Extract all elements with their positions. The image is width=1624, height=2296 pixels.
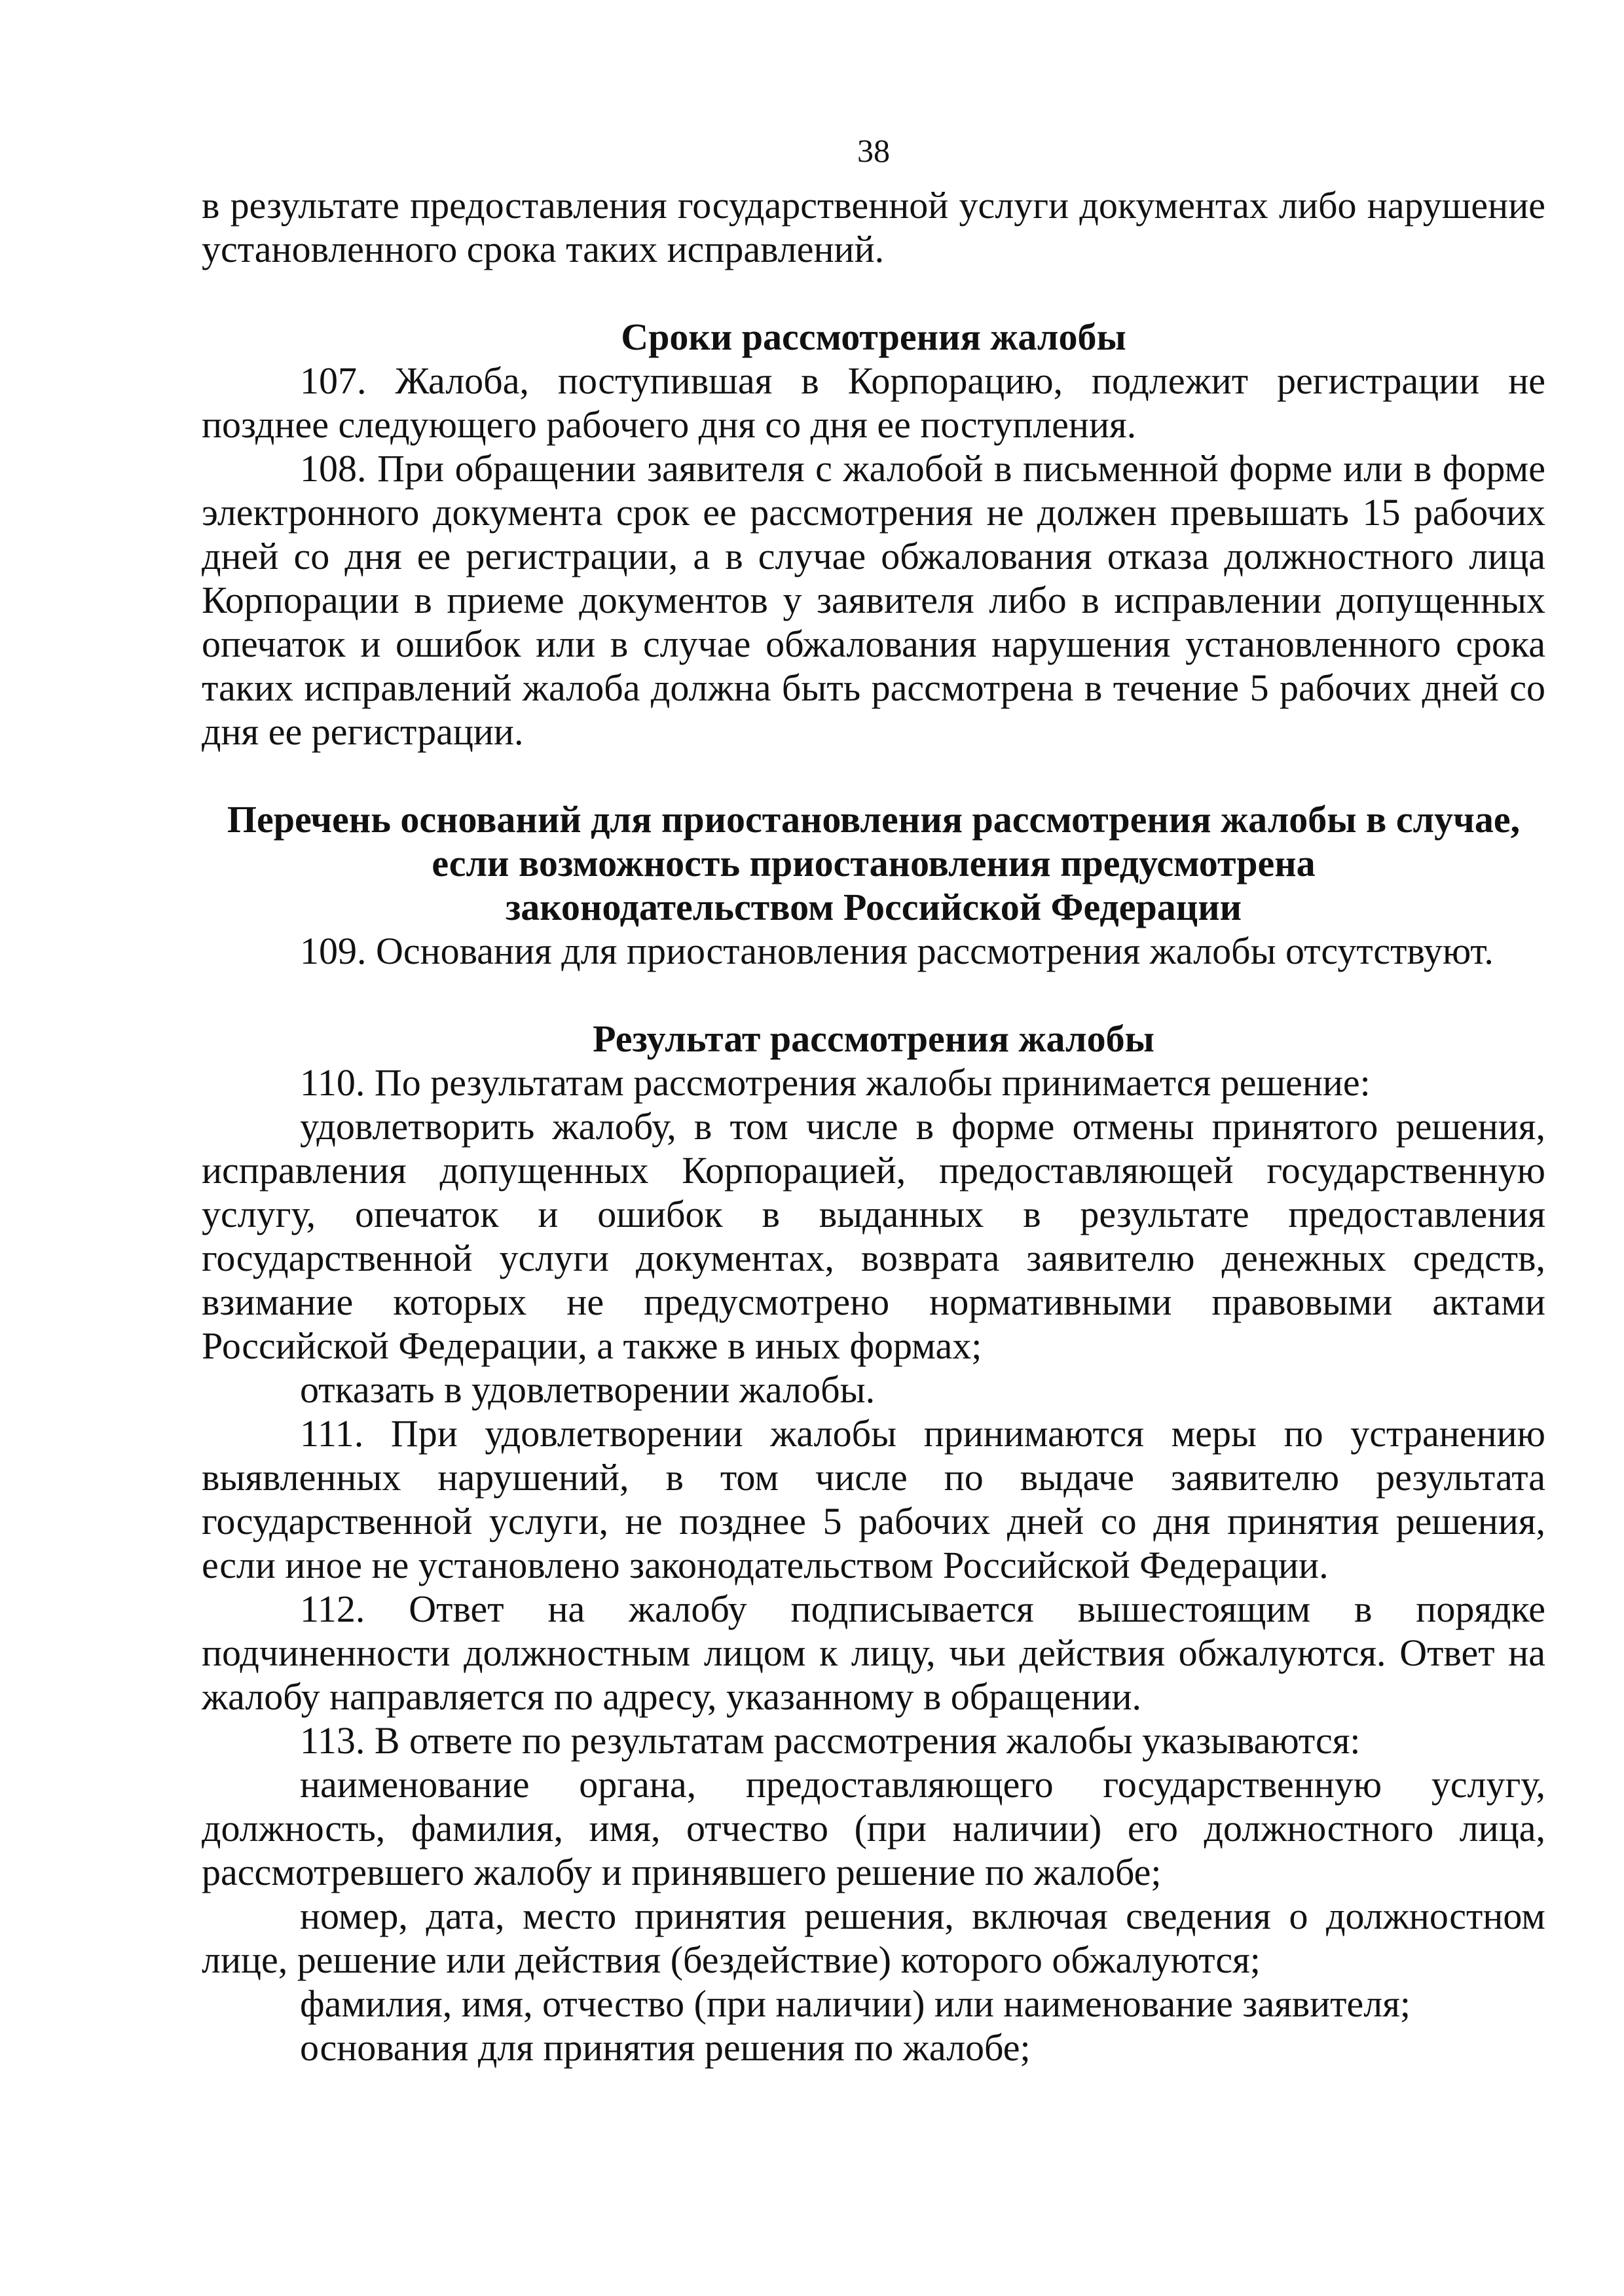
paragraph-110-item: отказать в удовлетворении жалобы. xyxy=(300,1368,876,1411)
paragraph-113: 113. В ответе по результатам рассмотрения жалобы указываются: xyxy=(300,1719,1361,1762)
intro-paragraph: в результате предоставления государственной услуги документах либо нарушение установленного срока таких исправлений. xyxy=(202,184,1545,270)
paragraph-111: 111. При удовлетворении жалобы принимаются меры по устранению выявленных нарушений, в том числе по выдаче заявителю результата государственной услуги, не позднее 5 рабочих дней со дня принятия решения, если иное не установлено законодательством Российской Федерации. xyxy=(202,1412,1545,1586)
section-heading: Результат рассмотрения жалобы xyxy=(593,1017,1154,1060)
paragraph-112: 112. Ответ на жалобу подписывается вышестоящим в порядке подчиненности должностным лицом к лицу, чьи действия обжалуются. Ответ на жалобу направляется по адресу, указанному в обращении. xyxy=(202,1588,1545,1718)
section-heading-line: если возможность приостановления предусмотрена xyxy=(432,842,1316,884)
section-gap xyxy=(202,973,1545,1017)
page-content xyxy=(202,131,1545,2069)
paragraph-108: 108. При обращении заявителя с жалобой в письменной форме или в форме электронного документа срок ее рассмотрения не должен превышать 15 рабочих дней со дня ее регистрации, а в случае обжалования отказа должностного лица Корпорации в приеме документов у заявителя либо в исправлении допущенных опечаток и ошибок или в случае обжалования нарушения установленного срока таких исправлений жалоба должна быть рассмотрена в течение 5 рабочих дней со дня ее регистрации. xyxy=(202,447,1545,753)
paragraph-113-item: наименование органа, предоставляющего государственную услугу, должность, фамилия, имя, отчество (при наличии) его должностного лица, рассмотревшего жалобу и принявшего решение по жалобе; xyxy=(202,1763,1545,1893)
page-number: 38 xyxy=(857,132,890,169)
paragraph-109: 109. Основания для приостановления рассмотрения жалобы отсутствуют. xyxy=(300,930,1494,972)
paragraph-113-item: фамилия, имя, отчество (при наличии) или наименование заявителя; xyxy=(300,1982,1411,2025)
paragraph-113-item: номер, дата, место принятия решения, включая сведения о должностном лице, решение или действия (бездействие) которого обжалуются; xyxy=(202,1895,1545,1981)
paragraph-110: 110. По результатам рассмотрения жалобы принимается решение: xyxy=(300,1061,1371,1104)
section-heading-line: законодательством Российской Федерации xyxy=(505,886,1242,928)
section-gap xyxy=(202,754,1545,797)
section-heading: Сроки рассмотрения жалобы xyxy=(621,316,1126,358)
section-gap xyxy=(202,271,1545,315)
paragraph-107: 107. Жалоба, поступившая в Корпорацию, подлежит регистрации не позднее следующего рабочего дня со дня ее поступления. xyxy=(202,359,1545,446)
section-heading-line: Перечень оснований для приостановления рассмотрения жалобы в случае, xyxy=(227,798,1521,841)
paragraph-110-item: удовлетворить жалобу, в том числе в форме отмены принятого решения, исправления допущенных Корпорацией, предоставляющей государственную услугу, опечаток и ошибок в выданных в результате предоставления государственной услуги документах, возврата заявителю денежных средств, взимание которых не предусмотрено нормативными правовыми актами Российской Федерации, а также в иных формах; xyxy=(202,1105,1545,1367)
paragraph-113-item: основания для принятия решения по жалобе; xyxy=(300,2026,1031,2069)
